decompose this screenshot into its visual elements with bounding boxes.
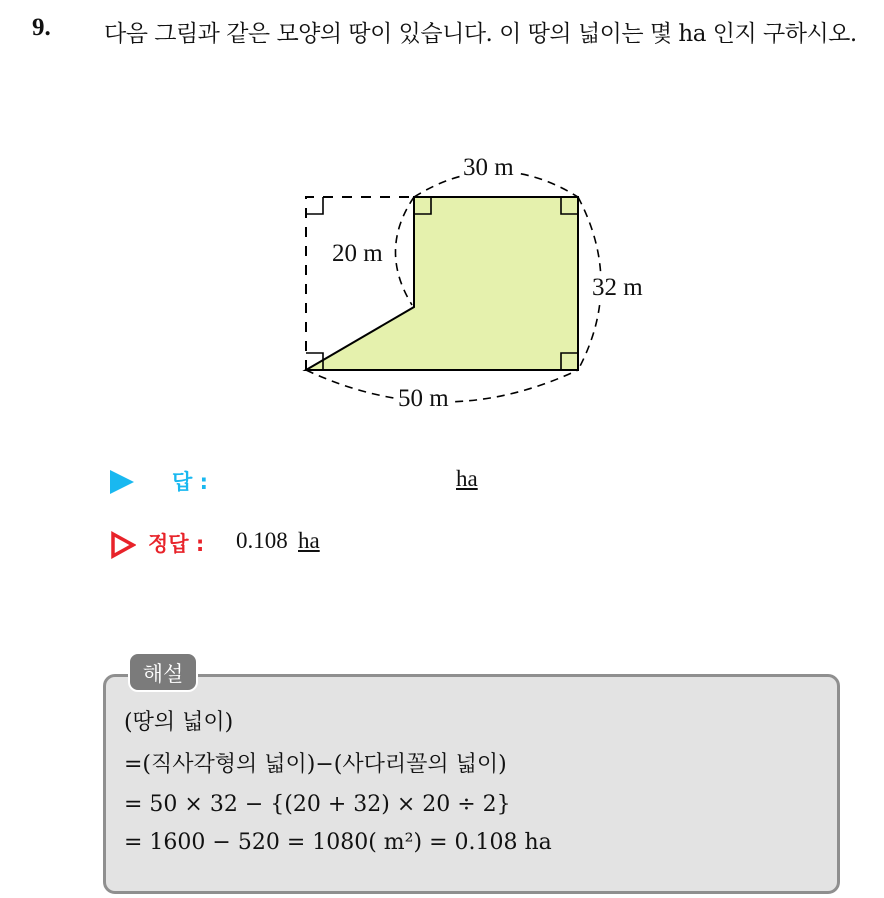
question-text: 다음 그림과 같은 모양의 땅이 있습니다. 이 땅의 넓이는 몇 ha 인지 구하시오. (104, 21, 857, 47)
explanation-line-4: = 1600 − 520 = 1080( m²) = 0.108 ha (124, 830, 552, 855)
correct-arrow-icon (110, 531, 136, 559)
explanation-line-2: =(직사각형의 넓이)−(사다리꼴의 넓이) (124, 752, 507, 777)
explanation-line-1: (땅의 넓이) (124, 710, 234, 735)
correct-answer-unit: ha (298, 528, 320, 553)
correct-answer-value: 0.108 (236, 528, 288, 553)
top-length-label: 30 m (463, 154, 514, 181)
answer-arrow-icon (110, 470, 134, 494)
correct-answer-label: 정답 : (148, 532, 205, 556)
land-figure (290, 150, 670, 420)
explanation-line-3: = 50 × 32 − {(20 + 32) × 20 ÷ 2} (124, 792, 511, 817)
bottom-length-label: 50 m (398, 385, 449, 412)
question-number: 9. (32, 14, 51, 41)
answer-unit: ha (456, 466, 478, 491)
land-shape (306, 197, 578, 370)
right-length-label: 32 m (592, 274, 643, 301)
arc-left-dimension (395, 197, 414, 305)
answer-label: 답 : (172, 470, 208, 494)
explanation-tag: 해설 (128, 652, 198, 692)
left-cut-length-label: 20 m (332, 240, 383, 267)
right-angle-top-left (306, 197, 323, 214)
